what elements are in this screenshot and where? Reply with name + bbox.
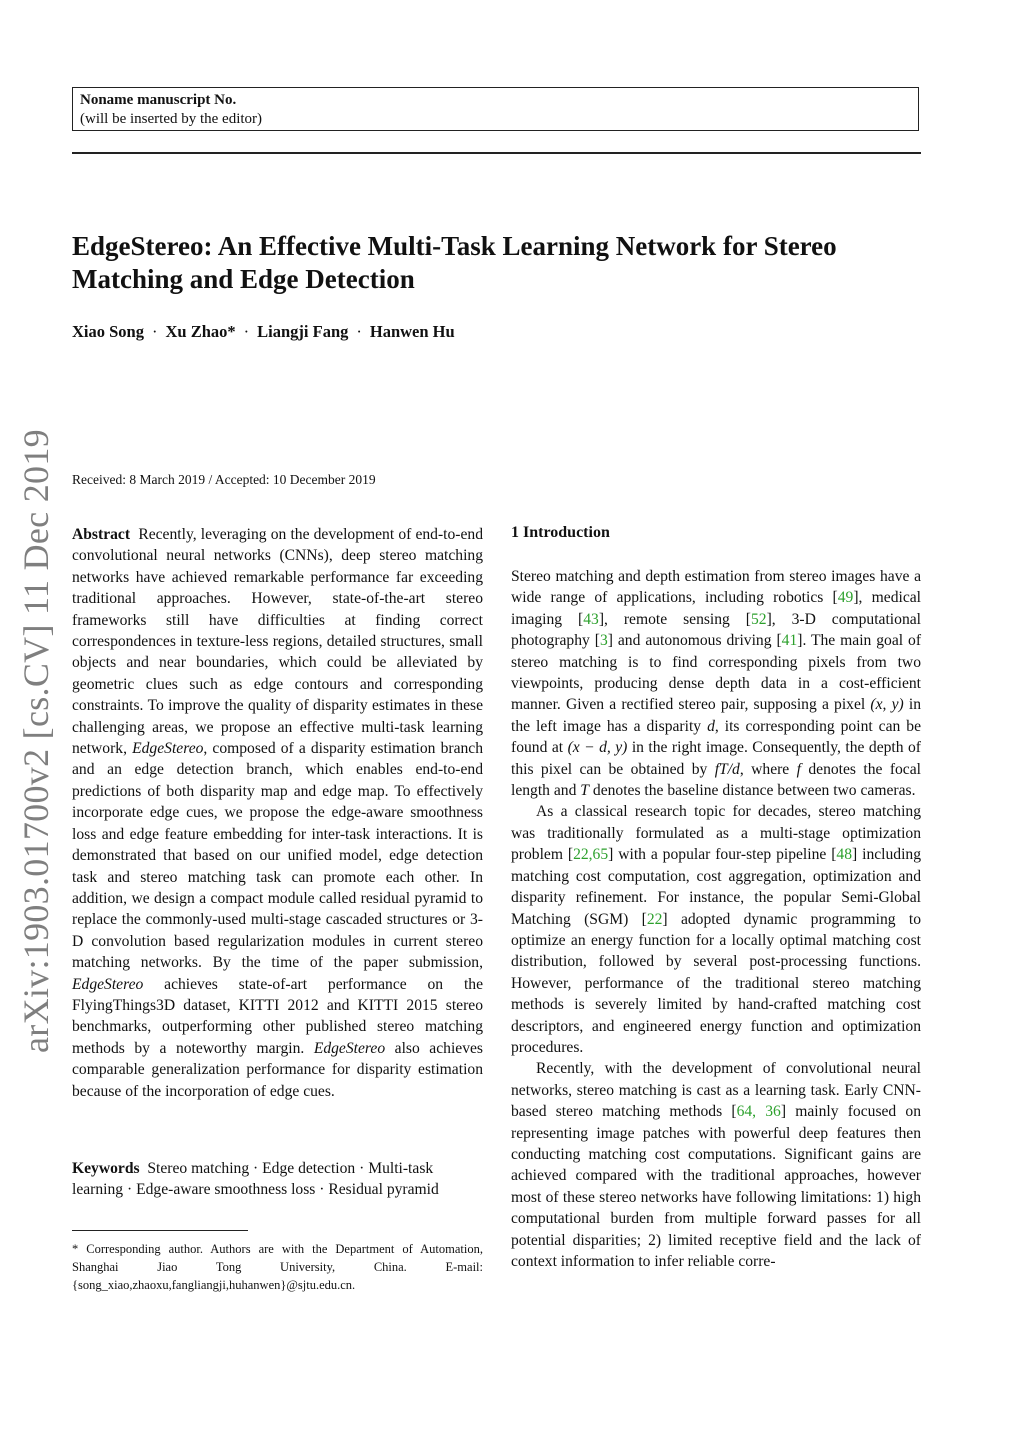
author-list [72,322,772,342]
math-inline: d [707,717,715,735]
math-inline: f [796,760,801,778]
author-name: Xu Zhao* [165,322,236,341]
author-separator: · [356,322,362,341]
footnote-rule [72,1230,248,1231]
received-date: Received: 8 March 2019 / Accepted: 10 December 2019 [72,472,376,487]
arxiv-stamp: arXiv:1903.01700v2 [cs.CV] 11 Dec 2019 [16,429,56,1053]
math-inline: (x, y) [870,696,904,714]
citation-link[interactable]: 41 [781,632,798,650]
math-fraction: fT/d [714,760,740,778]
keywords-label: Keywords [72,1160,140,1177]
keywords-block [72,1158,483,1201]
math-inline: T [580,782,589,800]
abstract-block [72,524,483,1102]
author-name: Liangji Fang [257,322,349,341]
abstract-label: Abstract [72,526,131,543]
math-inline: (x − d, y) [567,739,628,757]
intro-paragraph: As a classical research topic for decades, stereo matching was traditionally formulated as a multi-stage optimization problem [22,65] with a popular four-step pipeline [48] including matching cost computation, cost aggregation, optimization and disparity refinement. For instance, the popular Semi-Global Matching (SGM) [22] adopted dynamic programming to optimize an energy function for a locally optimal matching cost distribution, followed by several post-processing functions. However, performance of the traditional stereo matching methods is severely limited by hand-crafted matching cost descriptors, and engineered energy function and optimization procedures. [511,803,922,1056]
citation-link[interactable]: 3 [599,632,608,650]
keywords-text: Stereo matching · Edge detection · Multi-task learning · Edge-aware smoothness loss · Residual pyramid [72,1160,439,1199]
top-rule [72,152,921,154]
section-heading: 1 Introduction [511,524,610,541]
paper-title: EdgeStereo: An Effective Multi-Task Learning Network for Stereo Matching and Edge Detection [72,231,837,294]
author-separator: · [151,322,158,341]
author-name: Xiao Song [72,322,144,341]
citation-link[interactable]: 43 [583,610,599,628]
abstract-text: , composed of a disparity estimation branch and an edge detection branch, which enables end-to-end predictions of both disparity map and edge map. To effectively incorporate edge cues, we propose the edge-aware smoothness loss and edge feature embedding for inter-task interactions. It is demonstrated that based on our unified model, edge detection task and stereo matching task can promote each other. In addition, we design a compact module called residual pyramid to replace the commonly-used multi-stage cascaded structures or 3-D convolution based regularization modules in current stereo matching networks. By the time of the paper submission, [72,740,484,972]
editor-box [72,87,919,131]
intro-paragraph: Stereo matching and depth estimation from stereo images have a wide range of applications, including robotics [49], medical imaging [43], remote sensing [52], 3-D computational photography [3] and autonomous driving [41]. The main goal of stereo matching is to find corresponding pixels from two viewpoints, producing dense depth data in a cost-efficient manner. Given a rectified stereo pair, supposing a pixel (x, y) in the left image has a disparity d, its corresponding point can be found at (x − d, y) in the right image. Consequently, the depth of this pixel can be obtained by fT/d, where f denotes the focal length and T denotes the baseline distance between two cameras. [511,568,922,800]
abstract-text: Recently, leveraging on the development of end-to-end convolutional neural networks (CNNs), deep stereo matching networks have achieved remarkable performance far exceeding traditional approaches. However, state-of-the-art stereo frameworks still have difficulties at finding correct correspondences in texture-less regions, detailed structures, small objects and near boundaries, which could be alleviated by geometric clues such as edge contours and corresponding constraints. To improve the quality of disparity estimates in these challenging areas, we propose an effective multi-task learning network, [72,526,483,758]
citation-link[interactable]: 22 [646,910,663,928]
intro-paragraph: Recently, with the development of convolutional neural networks, stereo matching is cast as a learning task. Early CNN-based stereo matching methods [64, 36] mainly focused on representing image patches with powerful deep features then conducting matching cost computations. Significant gains are achieved compared with the traditional approaches, however most of these stereo networks have following limitations: 1) high computational burden from multiple forward passes for all potential disparities; 2) limited receptive field and the lack of context information to infer reliable corre- [511,1060,922,1270]
citation-link[interactable]: 49 [837,589,854,607]
author-name: Hanwen Hu [369,322,455,341]
citation-link[interactable]: 52 [750,610,767,628]
model-name: EdgeStereo [313,1039,386,1057]
citation-link[interactable]: 48 [836,846,853,864]
introduction-body [511,566,921,1272]
model-name: EdgeStereo [72,975,144,993]
model-name: EdgeStereo [132,740,204,758]
abstract-text: also achieves comparable generalization performance for disparity estimation because of the incorporation of edge cues. [72,1039,483,1100]
abstract-text: achieves state-of-art performance on the FlyingThings3D dataset, KITTI 2012 and KITTI 2015 stereo benchmarks, outperforming other published stereo matching methods by a noteworthy margin. [72,975,483,1057]
citation-link[interactable]: 22,65 [573,846,609,864]
manuscript-number-label: Noname manuscript No. [80,92,237,108]
footnote: * Corresponding author. Authors are with the Department of Automation, Shanghai Jiao Tong University, China. E-mail: {song_xiao,zhaoxu,fangliangji,huhanwen}@sjtu.edu.cn. [72,1242,483,1292]
citation-link[interactable]: 64, 36 [736,1103,781,1121]
editor-note: (will be inserted by the editor) [80,111,263,127]
author-separator: · [243,322,250,341]
